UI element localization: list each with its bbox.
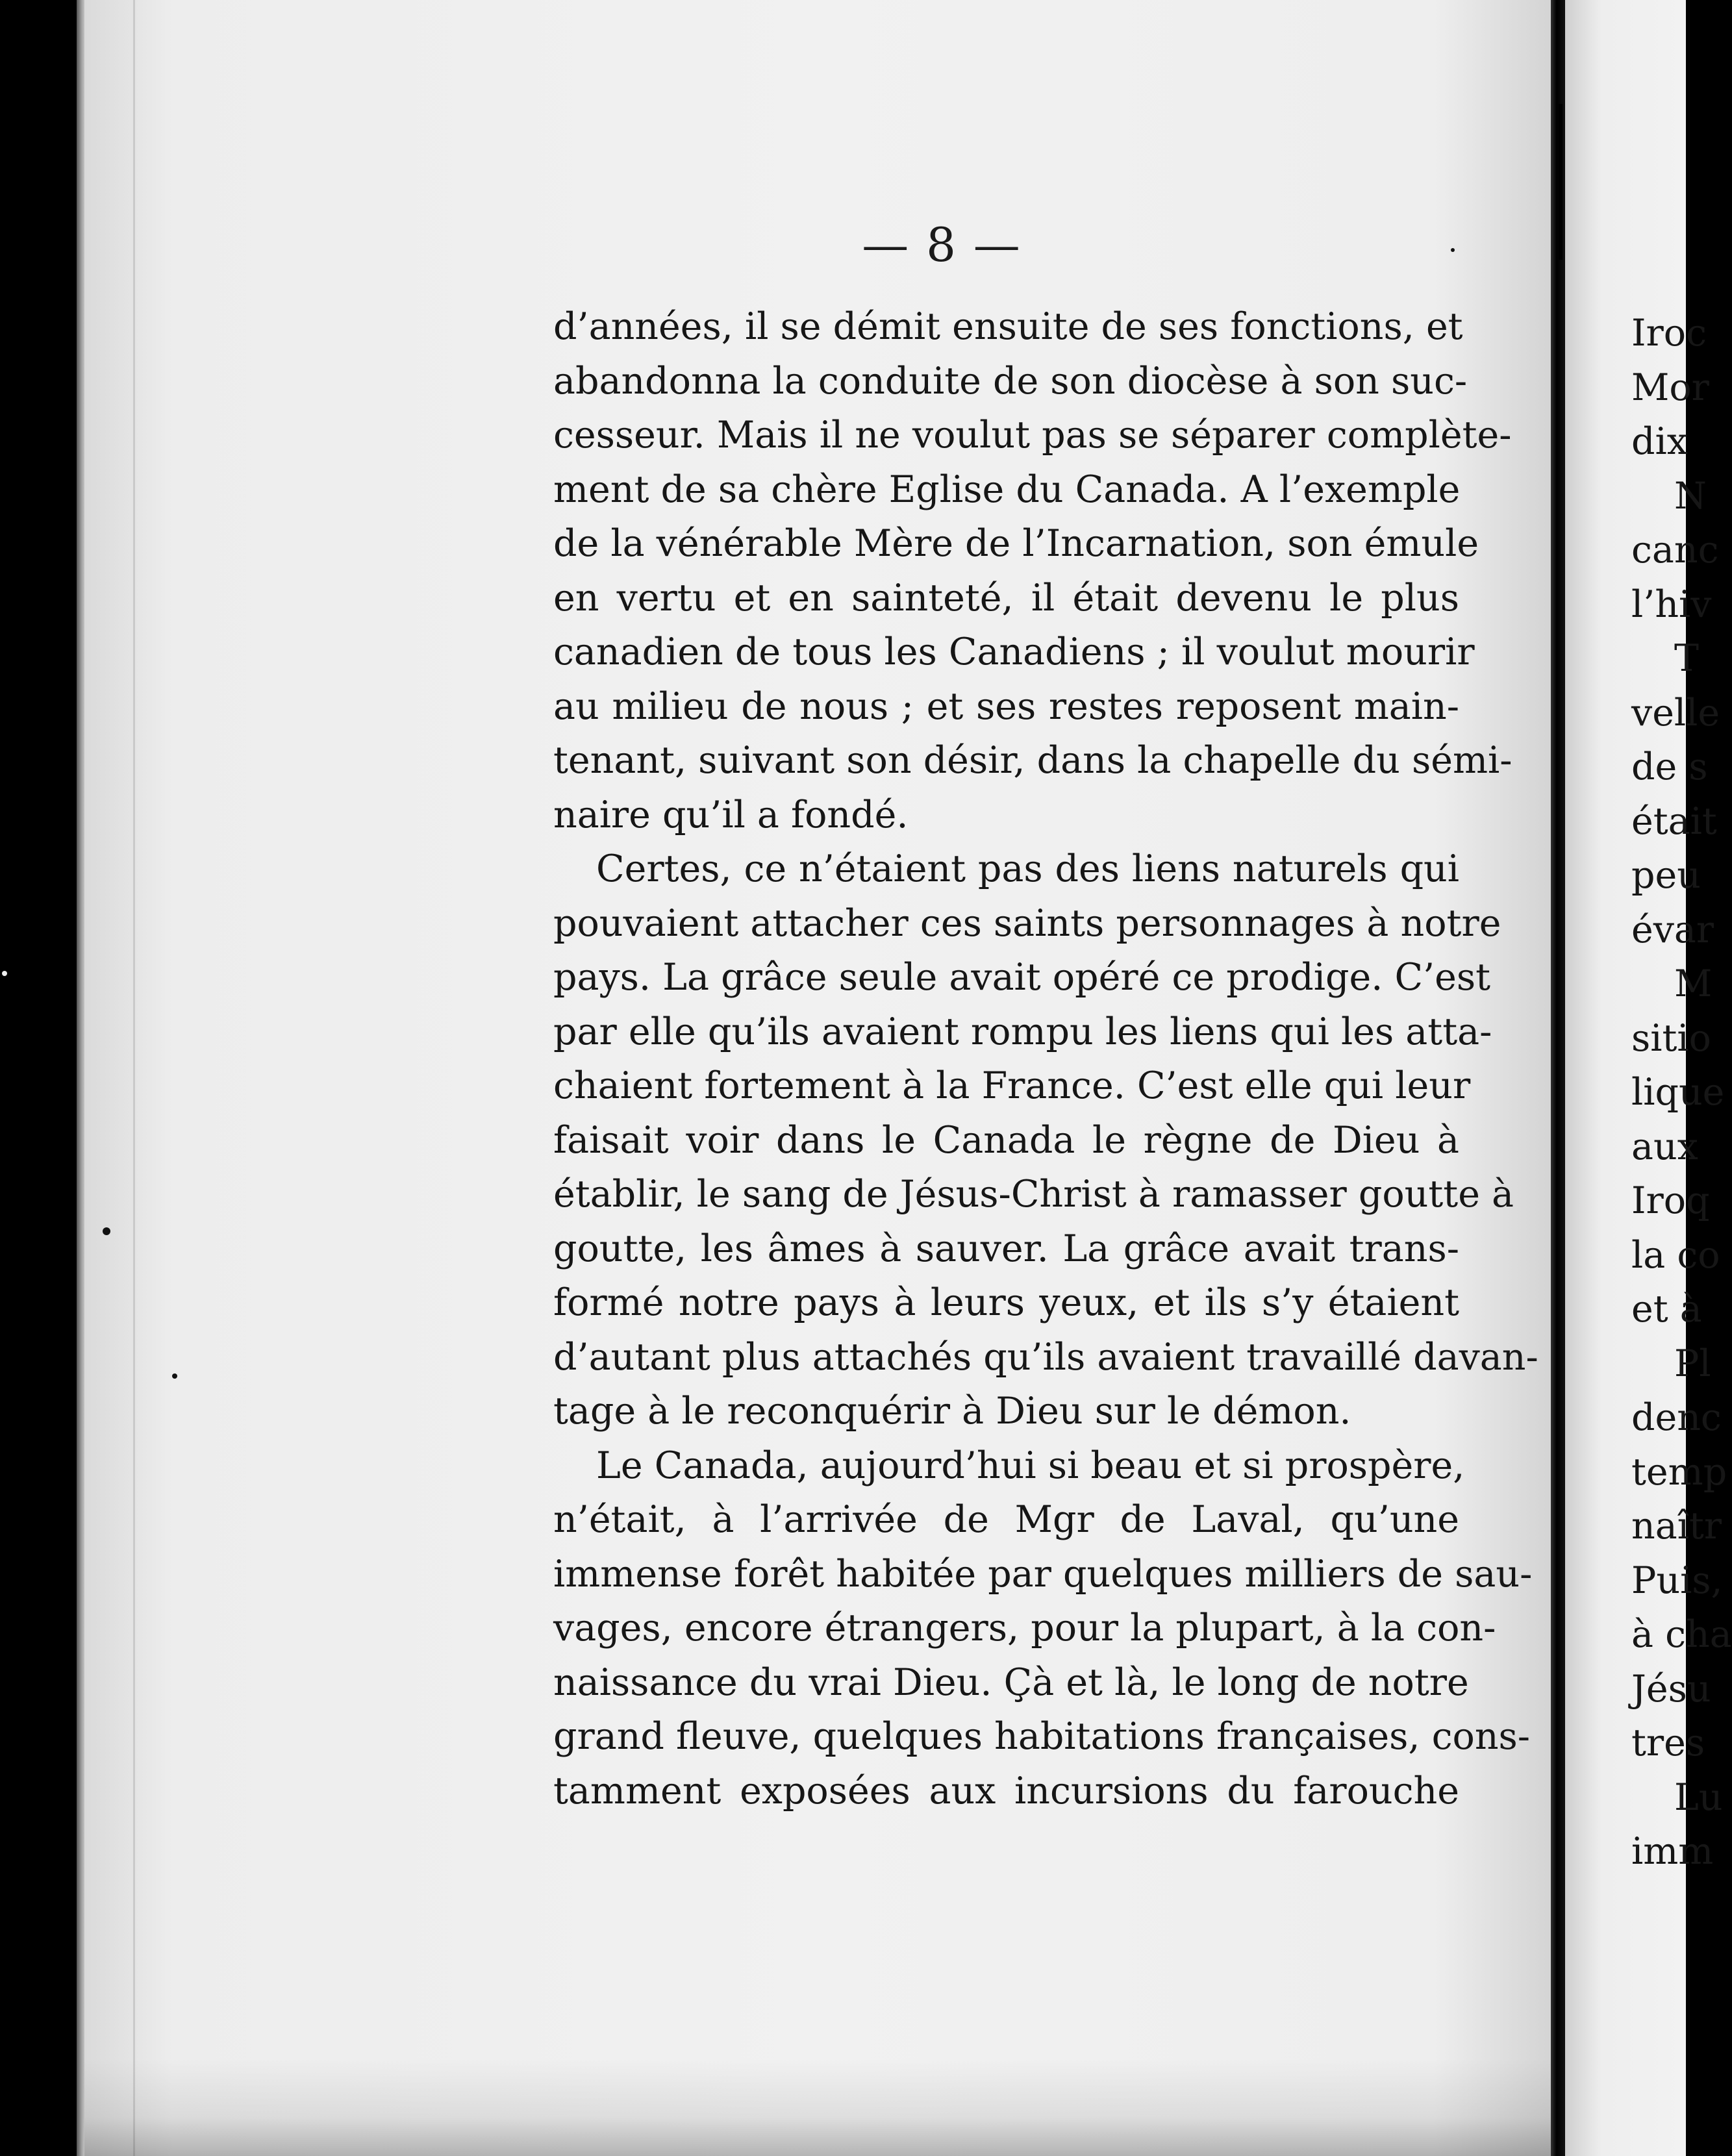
text-fragment: la co: [1631, 1233, 1720, 1277]
text-fragment: de s: [1631, 746, 1708, 788]
text-line: cesseur. Mais il ne voulut pas se séparer complète-: [553, 414, 1512, 457]
gutter-mark: [1559, 104, 1563, 260]
text-fragment: évar: [1631, 908, 1714, 951]
text-line: immense forêt habitée par quelques milliers de sau-: [553, 1552, 1533, 1596]
text-line: d’autant plus attachés qu’ils avaient travaillé davan-: [553, 1335, 1538, 1379]
text-line: n’était, à l’arrivée de Mgr de Laval, qu’une: [553, 1498, 1459, 1541]
text-fragment: dix: [1631, 420, 1688, 463]
text-line: Certes, ce n’étaient pas des liens naturels qui: [596, 847, 1459, 890]
text-fragment: Iroc: [1631, 312, 1707, 355]
scan-speck: [1451, 248, 1455, 252]
text-line: Le Canada, aujourd’hui si beau et si prospère,: [596, 1444, 1465, 1487]
text-line: de la vénérable Mère de l’Incarnation, son émule: [553, 522, 1479, 565]
book-gutter: [1551, 0, 1565, 2156]
text-fragment: naîtr: [1631, 1505, 1722, 1548]
text-fragment: T: [1674, 637, 1700, 680]
text-line: formé notre pays à leurs yeux, et ils s’y étaient: [553, 1281, 1459, 1324]
text-fragment: sitio: [1631, 1016, 1711, 1060]
scan-speck: [103, 1227, 110, 1235]
text-fragment: Lu: [1674, 1775, 1723, 1819]
text-line: établir, le sang de Jésus-Christ à ramasser goutte à: [553, 1173, 1514, 1216]
text-fragment: à cha: [1631, 1613, 1732, 1656]
scan-border-left: [0, 0, 16, 2156]
text-line: tage à le reconquérir à Dieu sur le démon.: [553, 1390, 1351, 1433]
text-line: pouvaient attacher ces saints personnages à notre: [553, 901, 1501, 945]
text-fragment: temp: [1631, 1450, 1727, 1494]
text-line: goutte, les âmes à sauver. La grâce avait trans-: [553, 1227, 1459, 1270]
page-fold-line: [133, 0, 135, 2156]
text-line: grand fleuve, quelques habitations françaises, cons-: [553, 1715, 1531, 1758]
text-fragment: peu: [1631, 854, 1701, 897]
right-page-text: [1631, 307, 1732, 1879]
text-line: abandonna la conduite de son diocèse à son suc-: [553, 359, 1468, 403]
left-page-text: [553, 300, 1538, 1818]
text-line: faisait voir dans le Canada le règne de Dieu à: [553, 1118, 1459, 1162]
text-fragment: tres: [1631, 1722, 1705, 1764]
text-line: canadien de tous les Canadiens ; il voulut mourir: [553, 631, 1475, 673]
text-line: tamment exposées aux incursions du farouche: [553, 1769, 1459, 1812]
text-fragment: Jésu: [1631, 1667, 1711, 1711]
bottom-shadow: [84, 2059, 1551, 2156]
scan-speck: [172, 1373, 177, 1379]
text-line: pays. La grâce seule avait opéré ce prodige. C’est: [553, 956, 1491, 999]
text-fragment: aux: [1631, 1125, 1698, 1168]
text-fragment: Puis,: [1631, 1559, 1723, 1602]
text-fragment: Pl: [1674, 1342, 1711, 1385]
page-number: — 8 —: [862, 218, 1022, 272]
text-fragment: canc: [1631, 529, 1719, 571]
scan-speck: [2, 971, 7, 976]
text-fragment: Mor: [1631, 366, 1709, 409]
text-fragment: denc: [1631, 1396, 1722, 1439]
text-line: par elle qu’ils avaient rompu les liens qui les atta-: [553, 1010, 1492, 1053]
text-fragment: était: [1631, 799, 1717, 843]
text-line: en vertu et en sainteté, il était devenu le plus: [553, 576, 1459, 620]
text-line: vages, encore étrangers, pour la plupart, à la con-: [553, 1607, 1496, 1649]
text-fragment: Iroq: [1631, 1179, 1710, 1222]
text-fragment: M: [1674, 962, 1713, 1005]
text-line: tenant, suivant son désir, dans la chapelle du sémi-: [553, 739, 1512, 782]
text-fragment: velle: [1631, 691, 1720, 734]
text-fragment: lique: [1631, 1071, 1725, 1114]
text-fragment: imm: [1631, 1830, 1714, 1873]
text-fragment: et à: [1631, 1288, 1702, 1331]
text-line: naissance du vrai Dieu. Çà et là, le long de notre: [553, 1661, 1469, 1704]
text-line: au milieu de nous ; et ses restes reposent main-: [553, 684, 1459, 728]
text-line: ment de sa chère Eglise du Canada. A l’exemple: [553, 468, 1461, 511]
text-line: naire qu’il a fondé.: [553, 793, 909, 836]
text-line: d’années, il se démit ensuite de ses fonctions, et: [553, 305, 1463, 348]
text-line: chaient fortement à la France. C’est elle qui leur: [553, 1064, 1471, 1107]
text-fragment: l’hiv: [1631, 583, 1712, 626]
text-fragment: N: [1674, 474, 1707, 518]
